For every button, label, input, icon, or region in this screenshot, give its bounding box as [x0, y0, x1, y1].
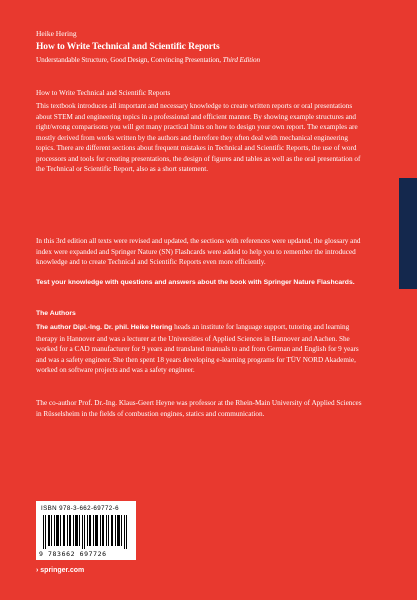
authors-lead: The author Dipl.-Ing. Dr. phil. Heike Hering — [36, 324, 173, 331]
coauthor-paragraph — [36, 398, 366, 419]
book-subtitle — [36, 56, 260, 64]
book-title: How to Write Technical and Scientific Reports — [36, 42, 220, 52]
authors-paragraph — [36, 322, 366, 376]
barcode-icon — [40, 515, 132, 549]
author-name: Heike Hering — [36, 29, 77, 38]
authors-heading: The Authors — [36, 310, 76, 317]
barcode-box — [36, 501, 136, 560]
coauthor-text: The co-author Prof. Dr.-Ing. Klaus-Geert Heyne was professor at the Rhein-Main University of Applied Sciences in Rüsselsheim in the fields of combustion engines, statics and communication. — [36, 399, 362, 418]
subtitle-edition: Third Edition — [222, 56, 261, 64]
edition-paragraph — [36, 236, 366, 268]
intro-paragraph — [36, 101, 366, 175]
edition-text: In this 3rd edition all texts were revised and updated, the sections with references were updated, the glossary and index were expanded and Springer Nature (SN) Flashcards were added to help you to remember the introduced knowledge and to create Technical and Scientific Reports even more efficiently. — [36, 237, 361, 266]
isbn-label: ISBN 978-3-662-69772-6 — [41, 505, 119, 512]
flashcards-text: Test your knowledge with questions and answers about the book with Springer Nature Flashcards. — [36, 279, 355, 286]
authors-text — [36, 322, 366, 376]
blurb-subheading: How to Write Technical and Scientific Reports — [36, 89, 171, 97]
publisher-link[interactable]: › springer.com — [36, 567, 85, 574]
barcode-digits: 9 783662 697726 — [39, 550, 107, 558]
flashcards-paragraph — [36, 278, 366, 288]
authors-rest: heads an institute for language support, tutoring and learning therapy in Hannover and was a lecturer at the Universities of Applied Sciences in Hannover and Aachen. She worked for a CAD manufacturer for 9 years and translated manuals to and from German and English for 9 years and was a safety engineer. She then spent 18 years developing e-learning programs for TÜV NORD Akademie, worked on software projects and was a safety engineer. — [36, 323, 359, 374]
color-tab-marker — [399, 178, 417, 289]
intro-text: This textbook introduces all important and necessary knowledge to create written reports or oral presentations about STEM and engineering topics in a professional and efficient manner. By showing example structures and right/wrong comparisons you will get many practical hints on how to design your own report. The examples are mostly derived from works written by the authors and therefore they often deal with mechanical engineering topics. There are different sections about frequent mistakes in Technical and Scientific Reports, the use of word processors and tools for creating presentations, the design of figures and tables as well as the oral presentation of the Technical or Scientific Report, also as a short statement. — [36, 102, 361, 173]
subtitle-main: Understandable Structure, Good Design, Convincing Presentation, — [36, 56, 221, 64]
